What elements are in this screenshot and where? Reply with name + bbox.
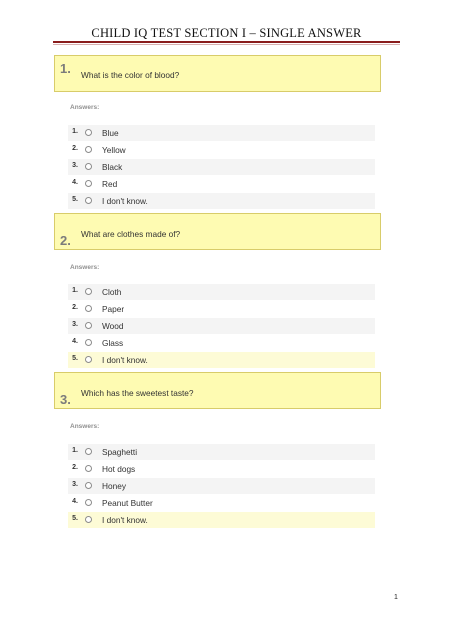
answer-number: 2. [72,145,78,152]
answer-text: Glass [102,338,124,348]
radio-icon[interactable] [85,339,92,346]
question-number: 2. [60,233,71,248]
answer-text: Peanut Butter [102,498,153,508]
answer-number: 1. [72,287,78,294]
answer-text: Yellow [102,145,126,155]
question-number: 3. [60,392,71,407]
answer-number: 3. [72,321,78,328]
radio-icon[interactable] [85,129,92,136]
answer-number: 3. [72,481,78,488]
radio-icon[interactable] [85,197,92,204]
question-text: What are clothes made of? [81,229,181,239]
answer-option[interactable] [68,301,375,317]
radio-icon[interactable] [85,322,92,329]
answer-text: Red [102,179,118,189]
radio-icon[interactable] [85,499,92,506]
answer-text: Spaghetti [102,447,138,457]
answer-option[interactable] [68,335,375,351]
answer-option[interactable] [68,512,375,528]
radio-icon[interactable] [85,465,92,472]
answer-number: 5. [72,355,78,362]
radio-icon[interactable] [85,356,92,363]
question-number: 1. [60,61,71,76]
question-box-1 [54,55,381,92]
answer-text: I don't know. [102,355,148,365]
answer-number: 4. [72,338,78,345]
answer-number: 4. [72,498,78,505]
radio-icon[interactable] [85,448,92,455]
title-rule [53,41,400,43]
radio-icon[interactable] [85,482,92,489]
radio-icon[interactable] [85,516,92,523]
radio-icon[interactable] [85,146,92,153]
answer-number: 2. [72,304,78,311]
answer-option[interactable] [68,318,375,334]
answer-text: Hot dogs [102,464,136,474]
answer-text: I don't know. [102,196,148,206]
answer-option[interactable] [68,352,375,368]
answers-label: Answers: [70,423,100,430]
answer-option[interactable] [68,444,375,460]
answer-number: 1. [72,128,78,135]
answer-option[interactable] [68,461,375,477]
answer-number: 1. [72,447,78,454]
title-rule-shadow [53,44,400,45]
answer-text: Black [102,162,123,172]
radio-icon[interactable] [85,305,92,312]
answer-text: Honey [102,481,126,491]
answer-option[interactable] [68,159,375,175]
question-box-2 [54,213,381,250]
radio-icon[interactable] [85,163,92,170]
page-number: 1 [394,594,398,601]
question-text: Which has the sweetest taste? [81,388,194,398]
answer-option[interactable] [68,495,375,511]
answer-text: Blue [102,128,119,138]
answer-option[interactable] [68,478,375,494]
answer-option[interactable] [68,176,375,192]
answer-number: 5. [72,196,78,203]
answer-option[interactable] [68,125,375,141]
answer-number: 3. [72,162,78,169]
radio-icon[interactable] [85,288,92,295]
question-text: What is the color of blood? [81,70,180,80]
question-box-3 [54,372,381,409]
answer-option[interactable] [68,142,375,158]
answer-option[interactable] [68,284,375,300]
answer-number: 5. [72,515,78,522]
answer-number: 2. [72,464,78,471]
radio-icon[interactable] [85,180,92,187]
answer-text: Paper [102,304,125,314]
answer-text: I don't know. [102,515,148,525]
answer-option[interactable] [68,193,375,209]
page-title: CHILD IQ TEST SECTION I – SINGLE ANSWER [91,26,362,40]
answer-number: 4. [72,179,78,186]
answer-text: Cloth [102,287,122,297]
answers-label: Answers: [70,264,100,271]
answer-text: Wood [102,321,124,331]
answers-label: Answers: [70,104,100,111]
